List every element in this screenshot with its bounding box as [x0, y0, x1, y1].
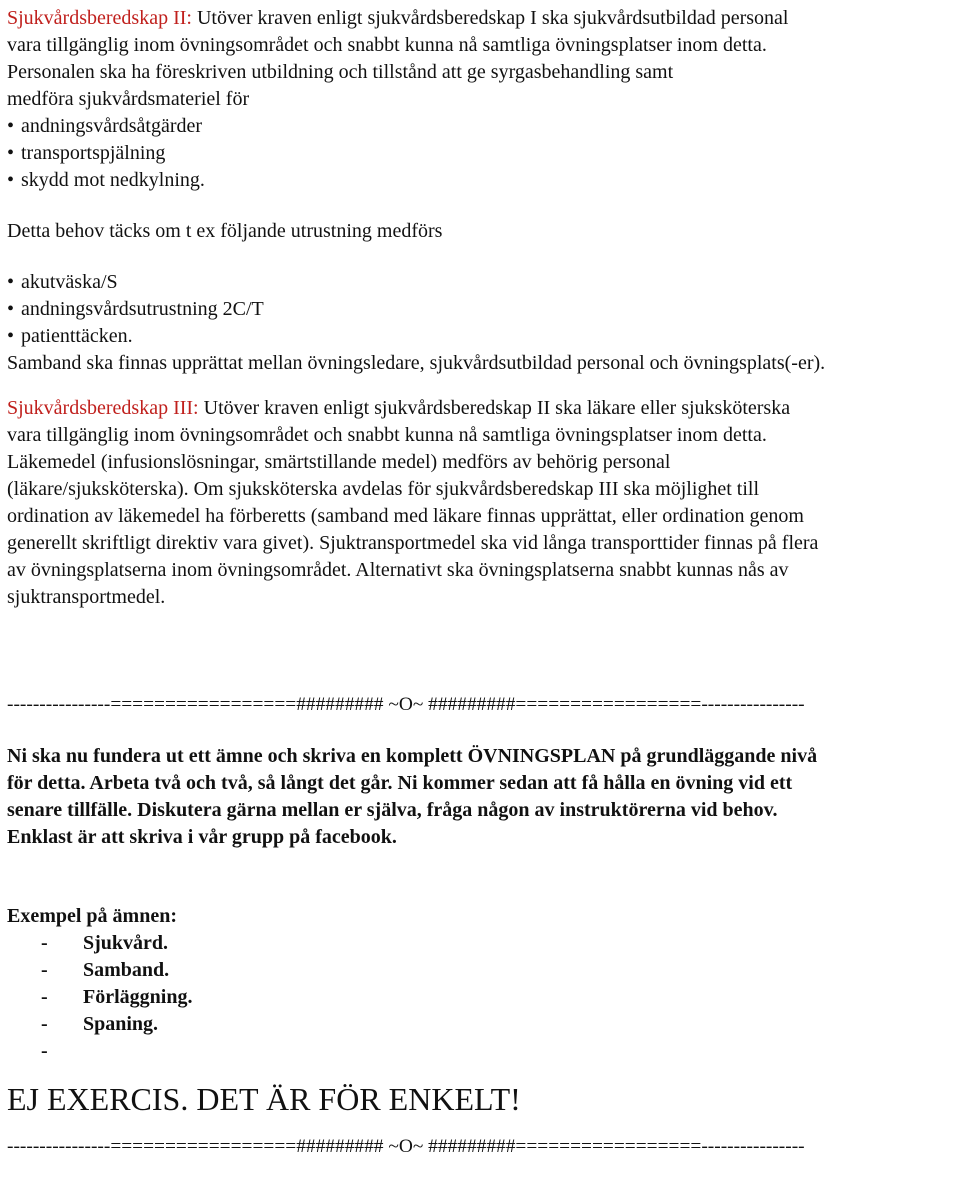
bullet-icon: • [7, 298, 15, 320]
examples-list [7, 930, 960, 1065]
section-2-paragraph [7, 5, 960, 32]
dash-marker: - [41, 1013, 48, 1035]
divider-top: ----------------=================######### ~O~ #########=================---------------- [7, 694, 805, 715]
list-item: • akutväska/S [7, 269, 960, 296]
list-item: - Samband. [41, 957, 960, 984]
section-sjukvardsberedskap-3 [7, 395, 960, 611]
list-item [41, 1038, 960, 1065]
section-2-line-1: Utöver kraven enligt sjukvårdsberedskap I ska sjukvårdsutbildad personal [196, 7, 789, 29]
section-2-heading: Sjukvårdsberedskap II: [7, 7, 192, 29]
task-line-2: för detta. Arbeta två och två, så långt det går. Ni kommer sedan att få hålla en övning vid ett [7, 772, 793, 794]
list-item: - Förläggning. [41, 984, 960, 1011]
list-item: • andningsvårdsåtgärder [7, 113, 960, 140]
divider-bottom: ----------------=================######### ~O~ #########=================---------------- [7, 1136, 805, 1157]
section-2-line-2: vara tillgänglig inom övningsområdet och snabbt kunna nå samtliga övningsplatser inom detta. [7, 34, 767, 56]
contact-requirement: Samband ska finnas upprättat mellan övningsledare, sjukvårdsutbildad personal och övningsplats(-er). [7, 352, 826, 374]
section-2-line-3: Personalen ska ha föreskriven utbildning och tillstånd att ge syrgasbehandling samt [7, 61, 674, 83]
bullet-icon: • [7, 115, 15, 137]
list-item: • andningsvårdsutrustning 2C/T [7, 296, 960, 323]
task-line-1: Ni ska nu fundera ut ett ämne och skriva en komplett ÖVNINGSPLAN på grundläggande nivå [7, 745, 818, 767]
bullet-icon: • [7, 271, 15, 293]
bullet-icon: • [7, 169, 15, 191]
warning-heading: EJ EXERCIS. DET ÄR FÖR ENKELT! [7, 1081, 521, 1117]
bullet-icon: • [7, 142, 15, 164]
material-bullet-list [7, 113, 960, 194]
section-2-line-4: medföra sjukvårdsmateriel för [7, 88, 250, 110]
list-item: • transportspjälning [7, 140, 960, 167]
list-item: - Sjukvård. [41, 930, 960, 957]
section-3-line-4: (läkare/sjuksköterska). Om sjuksköterska avdelas för sjukvårdsberedskap III ska möjlighet till [7, 478, 760, 500]
section-3-line-1: Utöver kraven enligt sjukvårdsberedskap II ska läkare eller sjuksköterska [203, 397, 791, 419]
list-item: - Spaning. [41, 1011, 960, 1038]
dash-marker: - [41, 932, 48, 954]
section-3-line-2: vara tillgänglig inom övningsområdet och snabbt kunna nå samtliga övningsplatser inom detta. [7, 424, 767, 446]
section-3-line-5: ordination av läkemedel ha förberetts (samband med läkare finnas upprättat, eller ordination genom [7, 505, 804, 527]
list-item: • skydd mot nedkylning. [7, 167, 960, 194]
bullet-icon: • [7, 325, 15, 347]
dash-marker: - [41, 986, 48, 1008]
examples-title: Exempel på ämnen: [7, 905, 177, 927]
section-3-line-8: sjuktransportmedel. [7, 586, 166, 608]
task-line-3: senare tillfälle. Diskutera gärna mellan er själva, fråga någon av instruktörerna vid behov. [7, 799, 778, 821]
task-instructions [7, 743, 960, 851]
section-3-line-6: generellt skriftligt direktiv vara givet). Sjuktransportmedel ska vid långa transporttider finnas på flera [7, 532, 819, 554]
section-3-paragraph [7, 395, 960, 422]
equipment-bullet-list [7, 269, 960, 350]
dash-marker: - [41, 1040, 48, 1062]
list-item: • patienttäcken. [7, 323, 960, 350]
section-3-heading: Sjukvårdsberedskap III: [7, 397, 199, 419]
equipment-lead-in: Detta behov täcks om t ex följande utrustning medförs [7, 220, 443, 242]
task-line-4: Enklast är att skriva i vår grupp på facebook. [7, 826, 397, 848]
section-sjukvardsberedskap-2 [7, 5, 960, 377]
dash-marker: - [41, 959, 48, 981]
section-3-line-7: av övningsplatserna inom övningsområdet. Alternativt ska övningsplatserna snabbt kunnas nås av [7, 559, 789, 581]
section-3-line-3: Läkemedel (infusionslösningar, smärtstillande medel) medförs av behörig personal [7, 451, 671, 473]
